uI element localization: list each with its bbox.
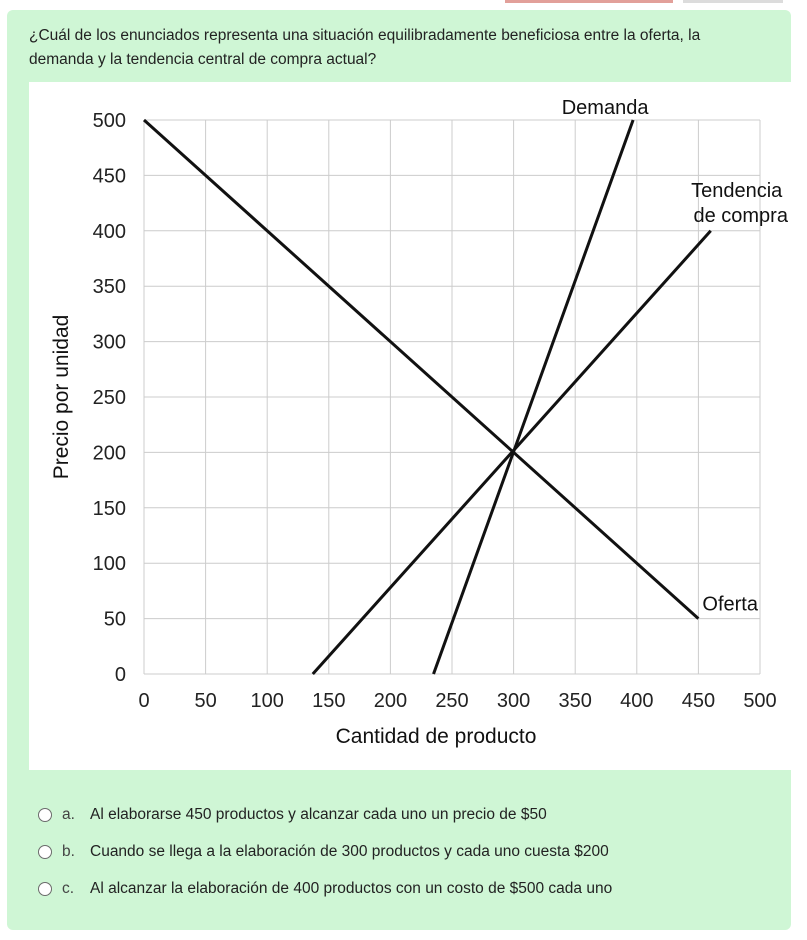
x-tick-label: 50 xyxy=(194,690,217,712)
x-tick-label: 450 xyxy=(681,690,716,712)
y-tick-label: 300 xyxy=(92,331,126,354)
y-tick-label: 500 xyxy=(92,110,126,132)
chart-figure xyxy=(29,82,791,770)
y-tick-label: 450 xyxy=(92,165,126,188)
answer-options xyxy=(38,796,778,907)
y-tick-label: 50 xyxy=(103,608,126,631)
option-text: Cuando se llega a la elaboración de 300 productos y cada uno cuesta $200 xyxy=(90,842,609,860)
y-tick-label: 100 xyxy=(92,553,126,576)
x-tick-label: 250 xyxy=(435,690,469,712)
x-tick-label: 500 xyxy=(743,690,777,712)
progress-segment xyxy=(505,0,673,3)
y-tick-label: 0 xyxy=(114,664,126,686)
y-axis-label: Precio por unidad xyxy=(50,314,73,480)
x-tick-label: 300 xyxy=(496,690,531,712)
y-tick-label: 250 xyxy=(92,387,126,409)
tendencia-label-line1: Tendencia xyxy=(691,179,783,202)
option-b[interactable] xyxy=(38,833,778,870)
tendencia-label-line2: de compra xyxy=(693,204,788,227)
y-tick-label: 150 xyxy=(92,497,126,520)
option-letter: c. xyxy=(62,879,75,897)
x-tick-label: 150 xyxy=(312,690,346,712)
progress-segment xyxy=(683,0,783,3)
y-tick-label: 350 xyxy=(92,276,126,299)
y-tick-label: 400 xyxy=(92,220,126,243)
option-text: Al elaborarse 450 productos y alcanzar cada uno un precio de $50 xyxy=(90,805,547,823)
radio-c[interactable] xyxy=(38,882,52,896)
radio-b[interactable] xyxy=(38,845,52,859)
y-tick-label: 200 xyxy=(92,442,126,465)
x-tick-label: 350 xyxy=(558,690,592,712)
top-progress-bar xyxy=(505,0,785,3)
demanda-label: Demanda xyxy=(561,97,649,119)
option-a[interactable] xyxy=(38,796,778,833)
option-letter: b. xyxy=(62,842,75,860)
supply-demand-chart xyxy=(29,82,791,770)
oferta-label: Oferta xyxy=(702,593,758,616)
x-tick-label: 0 xyxy=(138,690,150,712)
option-text: Al alcanzar la elaboración de 400 productos con un costo de $500 cada uno xyxy=(90,879,613,897)
x-tick-label: 100 xyxy=(250,690,284,712)
option-c[interactable] xyxy=(38,870,778,907)
x-tick-label: 200 xyxy=(373,690,408,712)
oferta-line xyxy=(144,120,698,619)
x-tick-label: 400 xyxy=(620,690,654,712)
option-letter: a. xyxy=(62,805,75,823)
radio-a[interactable] xyxy=(38,808,52,822)
x-axis-label: Cantidad de producto xyxy=(335,725,537,748)
question-text: ¿Cuál de los enunciados representa una situación equilibradamente beneficiosa entre la oferta, la demanda y la tendencia central de compra actual? xyxy=(29,27,701,68)
